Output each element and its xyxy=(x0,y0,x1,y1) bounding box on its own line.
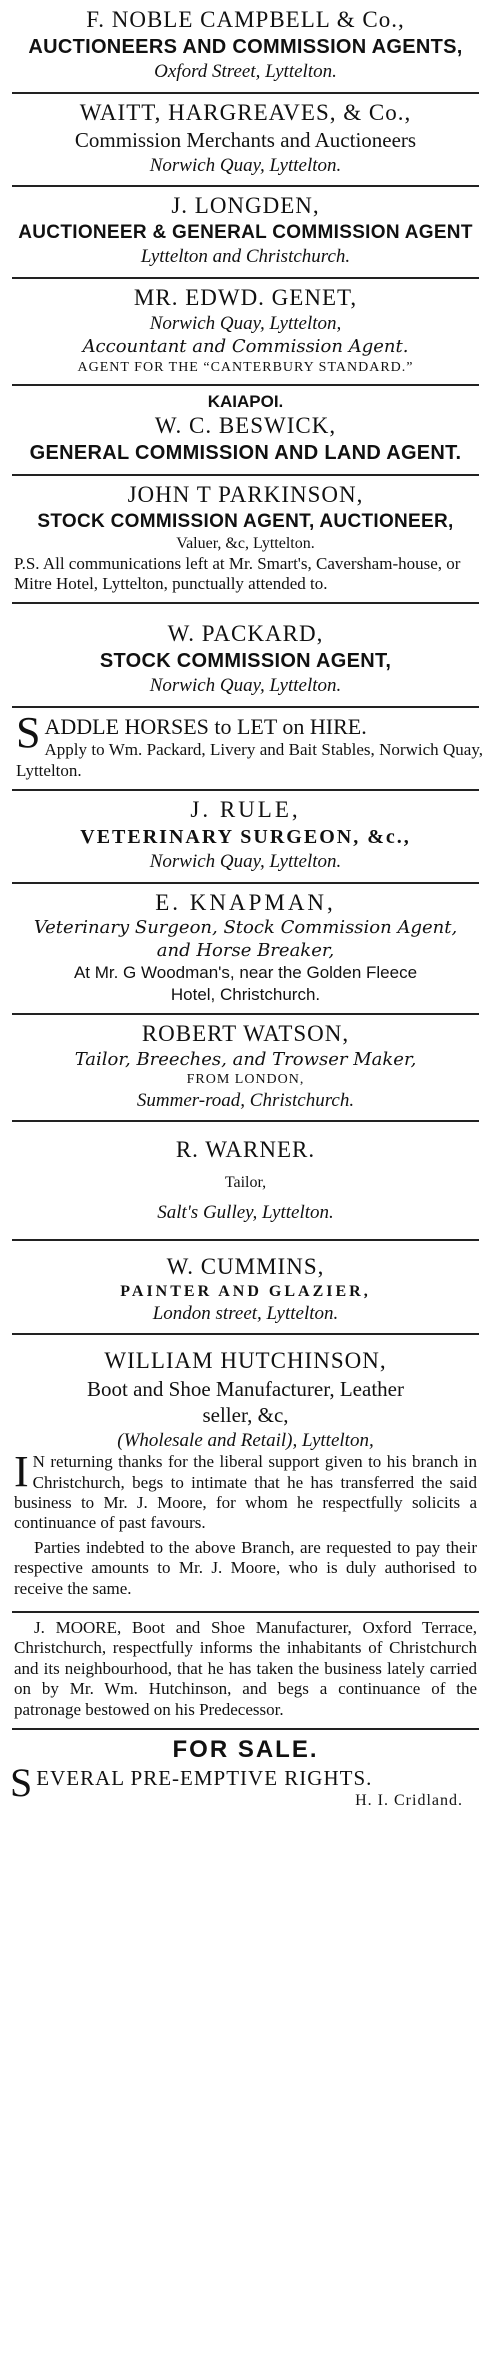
ad-heading: R. WARNER. xyxy=(175,1137,316,1163)
ad-origin: FROM LONDON, xyxy=(186,1072,305,1088)
ad-address: Norwich Quay, Lyttelton. xyxy=(149,154,342,176)
ad-rule xyxy=(8,791,483,882)
ad-subheading: Tailor, Breeches, and Trowser Maker, xyxy=(74,1048,417,1070)
ad-address: Norwich Quay, Lyttelton, xyxy=(149,313,342,335)
ad-heading: F. NOBLE CAMPBELL & Co., xyxy=(86,7,405,32)
ad-beswick xyxy=(8,386,483,474)
ad-subheading: Commission Merchants and Auctioneers xyxy=(74,128,417,153)
drop-capital: S xyxy=(10,1760,33,1805)
ad-signature: H. I. Cridland. xyxy=(355,1792,463,1810)
ad-heading: W. PACKARD, xyxy=(167,621,324,647)
ad-address: Valuer, &c, Lyttelton. xyxy=(176,534,315,552)
ad-subheading: AUCTIONEER & GENERAL COMMISSION AGENT xyxy=(18,222,473,243)
ad-address: Salt's Gulley, Lyttelton. xyxy=(157,1202,334,1224)
ad-genet xyxy=(8,279,483,385)
ad-trade: Tailor, xyxy=(224,1174,267,1192)
ad-for-sale xyxy=(8,1730,483,1819)
ad-paragraph: Parties indebted to the above Branch, are requested to pay their respective amounts to Mr. J. Moore, who is duly authorised to receive the same. xyxy=(14,1537,477,1598)
ad-heading: FOR SALE. xyxy=(172,1736,319,1763)
ad-address: Norwich Quay, Lyttelton. xyxy=(149,675,342,697)
ad-cummins xyxy=(8,1241,483,1334)
ad-heading: MR. EDWD. GENET, xyxy=(133,284,358,310)
ad-address: Norwich Quay, Lyttelton. xyxy=(149,850,342,872)
ad-subheading-2: and Horse Breaker, xyxy=(156,939,335,961)
ad-subheading: PAINTER AND GLAZIER, xyxy=(120,1282,371,1300)
ad-subheading: AUCTIONEERS AND COMMISSION AGENTS, xyxy=(28,35,463,58)
drop-capital: S xyxy=(16,707,41,757)
ad-note: AGENT FOR THE “CANTERBURY STANDARD.” xyxy=(77,359,414,375)
ad-subheading: STOCK COMMISSION AGENT, xyxy=(99,650,392,673)
ad-body: J. MOORE, Boot and Shoe Manufacturer, Oxford Terrace, Christchurch, respectfully informs the inhabitants of Christchurch and its neighbourhood, that he has taken the business lately carried on by Mr. Wm. Hutchinson, and begs a continuance of the patronage bestowed on his Predecessor. xyxy=(14,1618,477,1719)
ad-place: KAIAPOI. xyxy=(207,392,284,411)
ad-heading: ADDLE HORSES to LET on HIRE. xyxy=(44,713,367,739)
ad-heading: W. C. BESWICK, xyxy=(154,413,337,439)
ad-subheading: VETERINARY SURGEON, &c., xyxy=(80,825,411,848)
ad-heading: E. KNAPMAN, xyxy=(155,889,336,915)
ad-longden xyxy=(8,187,483,276)
ad-subheading: Veterinary Surgeon, Stock Commission Agent, xyxy=(33,917,458,939)
ad-subheading: EVERAL PRE-EMPTIVE RIGHTS. xyxy=(36,1766,373,1790)
ad-warner xyxy=(8,1122,483,1239)
ad-knapman xyxy=(8,884,483,1013)
ad-waitt-hargreaves xyxy=(8,94,483,186)
ad-packard xyxy=(8,604,483,706)
ad-paragraph: N returning thanks for the liberal support given to his branch in Christchurch, begs to intimate that he has transferred the said business to Mr. J. Moore, for whom he respectfully solicits a continuance of past favours. xyxy=(14,1452,477,1533)
ad-address: Lyttelton and Christchurch. xyxy=(140,245,351,267)
ad-heading: ROBERT WATSON, xyxy=(141,1020,350,1046)
ad-subheading: GENERAL COMMISSION AND LAND AGENT. xyxy=(29,442,462,464)
drop-capital: I xyxy=(14,1447,29,1497)
ad-heading: WAITT, HARGREAVES, & Co., xyxy=(79,99,412,125)
ad-body: Apply to Wm. Packard, Livery and Bait Stables, Norwich Quay, Lyttelton. xyxy=(16,740,483,780)
advertisement-column xyxy=(8,0,483,1819)
ad-address-2: Hotel, Christchurch. xyxy=(170,984,321,1004)
ad-heading: W. CUMMINS, xyxy=(166,1253,325,1279)
ad-heading: JOHN T PARKINSON, xyxy=(127,482,364,507)
ad-subheading: STOCK COMMISSION AGENT, AUCTIONEER, xyxy=(37,510,454,532)
ad-subheading: Accountant and Commission Agent. xyxy=(82,336,409,357)
ad-heading: J. RULE, xyxy=(190,797,301,823)
ad-hutchinson xyxy=(8,1335,483,1611)
ad-watson xyxy=(8,1015,483,1121)
ad-heading: WILLIAM HUTCHINSON, xyxy=(104,1348,387,1374)
ad-address: (Wholesale and Retail), Lyttelton, xyxy=(117,1429,374,1451)
ad-address: Oxford Street, Lyttelton. xyxy=(154,60,337,82)
ad-moore xyxy=(8,1613,483,1728)
ad-body: P.S. All communications left at Mr. Smart's, Caversham-house, or Mitre Hotel, Lyttelton, punctually attended to. xyxy=(14,553,461,593)
ad-saddle-horses xyxy=(8,708,483,789)
ad-heading: J. LONGDEN, xyxy=(171,193,320,219)
ad-address: At Mr. G Woodman's, near the Golden Fleece xyxy=(73,963,418,983)
ad-address: London street, Lyttelton. xyxy=(152,1302,339,1324)
ad-parkinson xyxy=(8,476,483,602)
ad-subheading-2: seller, &c, xyxy=(202,1403,289,1428)
ad-body xyxy=(8,1447,483,1599)
ad-address: Summer-road, Christchurch. xyxy=(136,1089,355,1111)
ad-campbell xyxy=(8,6,483,92)
ad-subheading: Boot and Shoe Manufacturer, Leather xyxy=(87,1377,404,1402)
